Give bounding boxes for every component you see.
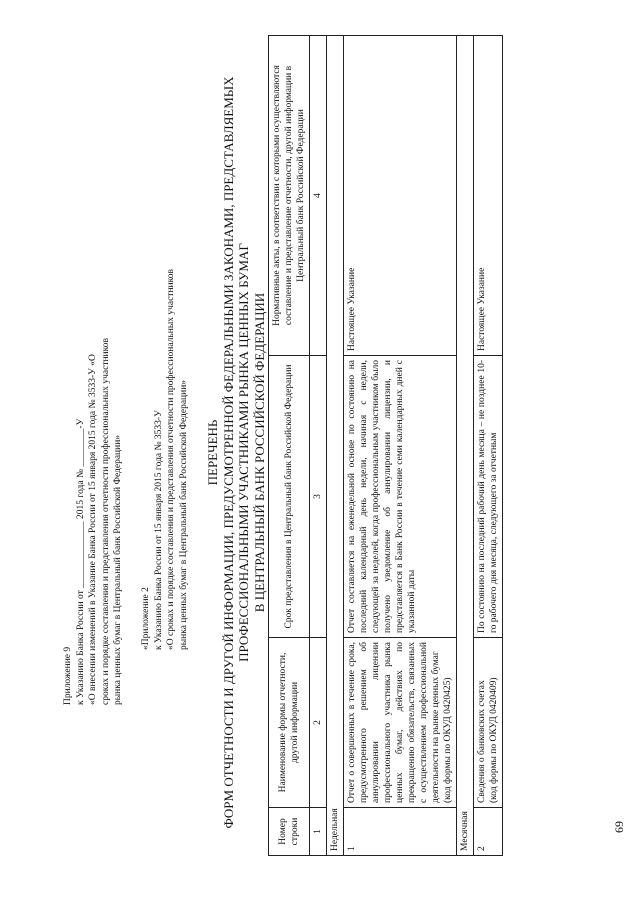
document-title [205, 0, 267, 905]
appendix-2-header [140, 130, 190, 650]
appendix-9-line: Приложение 9 [63, 646, 73, 705]
form-name-cell [344, 638, 457, 808]
section-row [457, 36, 474, 856]
normative-act-cell: Настоящее Указание [474, 36, 503, 356]
form-name: Сведения о банковских счетах [477, 680, 487, 803]
row-number: 2 [474, 808, 503, 856]
form-code: (код формы по ОКУД 0420409) [489, 677, 499, 803]
header-form-name: Наименование формы отчетности, другой информации [269, 638, 310, 808]
table-row [344, 36, 457, 856]
deadline-cell: По состоянию на последний рабочий день месяца – не позднее 10-го рабочего дня месяца, следующего за отчетным [474, 356, 503, 638]
title-line: ПЕРЕЧЕНЬ [205, 419, 220, 486]
appendix-2-line: к Указанию Банка России от 15 января 2015 года № 3533-У [153, 410, 164, 650]
table-row [474, 36, 503, 856]
header-row [269, 36, 310, 856]
appendix-9-line: к Указанию Банка России от ______________ 2015 года № ________-У [75, 418, 86, 705]
form-name-cell [474, 638, 503, 808]
appendix-9-line: рынка ценных бумаг в Центральный банк Российской Федерации» [113, 434, 123, 705]
column-number: 2 [310, 638, 327, 808]
title-line: В ЦЕНТРАЛЬНЫЙ БАНК РОССИЙСКОЙ ФЕДЕРАЦИИ [251, 292, 267, 613]
appendix-2-line: «Приложение 2 [141, 587, 151, 650]
header-normative-acts: Нормативные акты, в соответствии с которыми осуществляются составление и представление отчетности, другой информации в Центральный банк Российской Федерации [269, 36, 310, 356]
appendix-2-line: рынка ценных бумаг в Центральный банк Российской Федерации» [178, 379, 189, 650]
deadline-cell: Отчет составляется на еженедельной основе по состоянию на последний календарный день недели, начиная с недели, следующей за неделей, когда профессиональным участником было получено уведомление об аннулировании лицензии, и представляется в Банк России в течение семи календарных дней с указанной даты [344, 356, 457, 638]
form-name: Отчет о совершенных в течение срока, предусмотренного решением об аннулировании лицензии профессионального участника рынка ценных бумаг, действиях по прекращению обязательств, связанных с осуществлением профессиональной деятельности на рынке ценных бумаг [347, 642, 441, 803]
section-weekly-label: Недельная [327, 36, 344, 856]
title-line: ФОРМ ОТЧЕТНОСТИ И ДРУГОЙ ИНФОРМАЦИИ, ПРЕДУСМОТРЕННОЙ ФЕДЕРАЛЬНЫМИ ЗАКОНАМИ, ПРЕДСТАВЛЯЕМЫХ [220, 76, 236, 829]
section-row [327, 36, 344, 856]
appendix-9-header [62, 185, 125, 705]
column-number: 1 [310, 808, 327, 856]
column-number: 3 [310, 356, 327, 638]
column-number: 4 [310, 36, 327, 356]
normative-act-cell: Настоящее Указание [344, 36, 457, 356]
row-number: 1 [344, 808, 457, 856]
header-deadline: Срок представления в Центральный банк Российской Федерации [269, 356, 310, 638]
appendix-2-line: «О сроках и порядке составления и представления отчетности профессиональных участников [166, 269, 176, 650]
appendix-9-line: «О внесении изменений в Указание Банка России от 15 января 2015 года № 3533-У «О [88, 354, 98, 705]
column-number-row [310, 36, 327, 856]
header-row-number: Номер строки [269, 808, 310, 856]
forms-table [268, 35, 503, 856]
page-number: 69 [612, 821, 626, 833]
title-line: ПРОФЕССИОНАЛЬНЫМИ УЧАСТНИКАМИ РЫНКА ЦЕННЫХ БУМАГ [236, 243, 251, 662]
section-monthly-label: Месячная [457, 36, 474, 856]
appendix-9-line: сроках и порядке составления и представления отчетности профессиональных участников [100, 337, 111, 705]
form-code: (код формы по ОКУД 0420425) [443, 677, 453, 803]
